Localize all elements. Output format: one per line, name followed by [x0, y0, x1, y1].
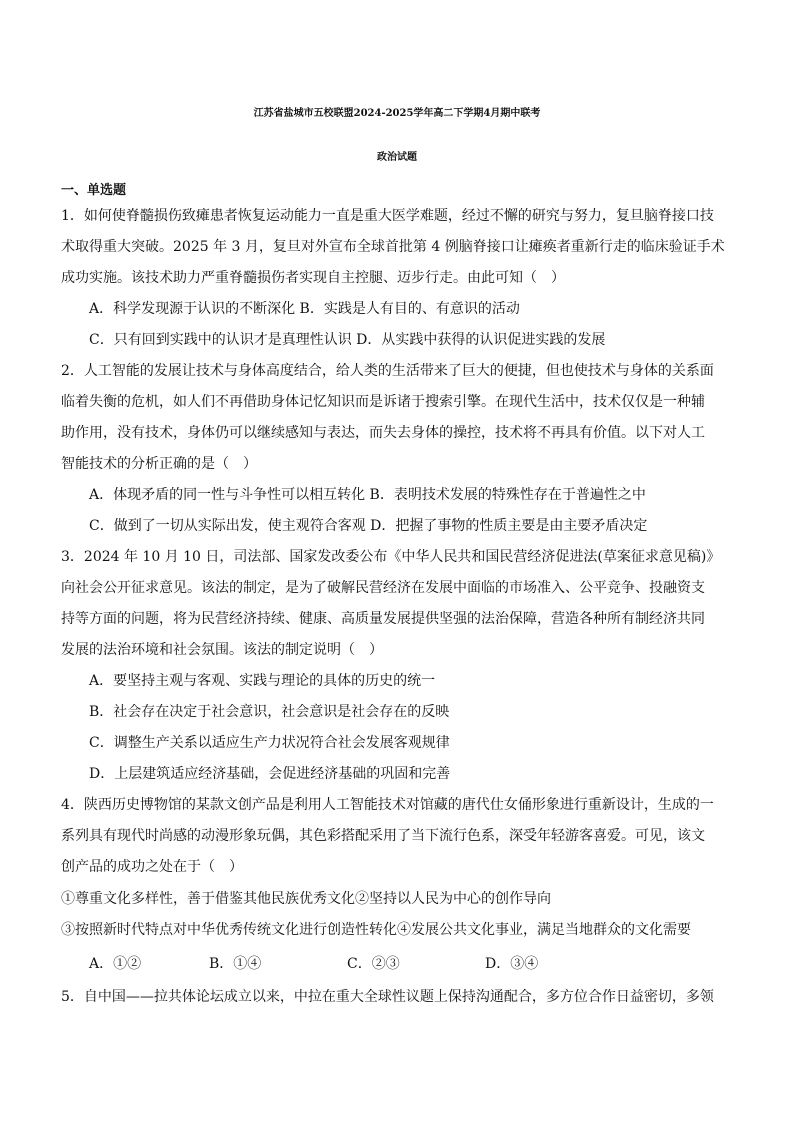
q4-option-c: C．②③ — [347, 956, 400, 972]
q4-statements-34: ③按照新时代特点对中华优秀传统文化进行创造性转化④发展公共文化事业，满足当地群众的文化需要 — [61, 922, 691, 938]
q2-line-2: 临着失衡的危机，如人们不再借助身体记忆知识而是诉诸于搜索引擎。在现代生活中，技术仅仅是一种辅 — [61, 394, 705, 410]
q3-option-c: C．调整生产关系以适应生产力状况符合社会发展客观规律 — [89, 735, 450, 751]
q4-line-3: 创产品的成功之处在于（ ） — [61, 859, 243, 875]
q3-line-4: 发展的法治环境和社会氛围。该法的制定说明（ ） — [61, 642, 383, 658]
q5-line-1: 5．自中国——拉共体论坛成立以来，中拉在重大全球性议题上保持沟通配合，多方位合作日益密切，多领 — [61, 989, 714, 1005]
q2-line-1: 2．人工智能的发展让技术与身体高度结合，给人类的生活带来了巨大的便捷，但也使技术与身体的关系面 — [61, 363, 714, 379]
exam-subtitle: 政治试题 — [377, 152, 417, 163]
q3-line-3: 持等方面的问题，将为民营经济持续、健康、高质量发展提供坚强的法治保障，营造各种所有制经济共同 — [61, 611, 705, 627]
q3-line-2: 向社会公开征求意见。该法的制定，是为了破解民营经济在发展中面临的市场准入、公平竞争、投融资支 — [61, 580, 705, 596]
q4-option-b: B．①④ — [209, 956, 262, 972]
q3-line-1: 3．2024 年 10 月 10 日，司法部、国家发改委公布《中华人民共和国民营经济促进法(草案征求意见稿)》 — [61, 549, 721, 565]
q4-option-a: A．①② — [89, 956, 142, 972]
q2-options-ab: A．体现矛盾的同一性与斗争性可以相互转化 B．表明技术发展的特殊性存在于普遍性之中 — [89, 487, 646, 503]
q1-line-1: 1．如何使脊髓损伤致瘫患者恢复运动能力一直是重大医学难题，经过不懈的研究与努力，复旦脑脊接口技 — [61, 208, 714, 224]
q2-line-3: 助作用，没有技术，身体仍可以继续感知与表达，而失去身体的操控，技术将不再具有价值。以下对人工 — [61, 425, 705, 441]
q1-options-ab: A．科学发现源于认识的不断深化 B．实践是人有目的、有意识的活动 — [89, 301, 520, 317]
q3-option-b: B．社会存在决定于社会意识，社会意识是社会存在的反映 — [89, 704, 450, 720]
q4-option-d: D．③④ — [485, 956, 539, 972]
q3-option-a: A．要坚持主观与客观、实践与理论的具体的历史的统一 — [89, 673, 436, 689]
q1-line-3: 成功实施。该技术助力严重脊髓损伤者实现自主控腿、迈步行走。由此可知（ ） — [61, 270, 565, 286]
q1-options-cd: C．只有回到实践中的认识才是真理性认识 D．从实践中获得的认识促进实践的发展 — [89, 332, 606, 348]
q3-option-d: D．上层建筑适应经济基础，会促进经济基础的巩固和完善 — [89, 766, 451, 782]
q4-statements-12: ①尊重文化多样性，善于借鉴其他民族优秀文化②坚持以人民为中心的创作导向 — [61, 891, 551, 907]
q1-line-2: 术取得重大突破。2025 年 3 月，复旦对外宣布全球首批第 4 例脑脊接口让瘫痪者重新行走的临床验证手术 — [61, 239, 725, 255]
exam-title: 江苏省盐城市五校联盟2024-2025学年高二下学期4月期中联考 — [253, 108, 541, 119]
q2-options-cd: C．做到了一切从实际出发，使主观符合客观 D．把握了事物的性质主要是由主要矛盾决定 — [89, 518, 648, 534]
q2-line-4: 智能技术的分析正确的是（ ） — [61, 456, 257, 472]
q4-line-2: 系列具有现代时尚感的动漫形象玩偶，其色彩搭配采用了当下流行色系，深受年轻游客喜爱。可见，该文 — [61, 828, 705, 844]
q4-line-1: 4．陕西历史博物馆的某款文创产品是利用人工智能技术对馆藏的唐代仕女俑形象进行重新设计，生成的一 — [61, 797, 714, 813]
section-heading: 一、单选题 — [61, 183, 127, 198]
